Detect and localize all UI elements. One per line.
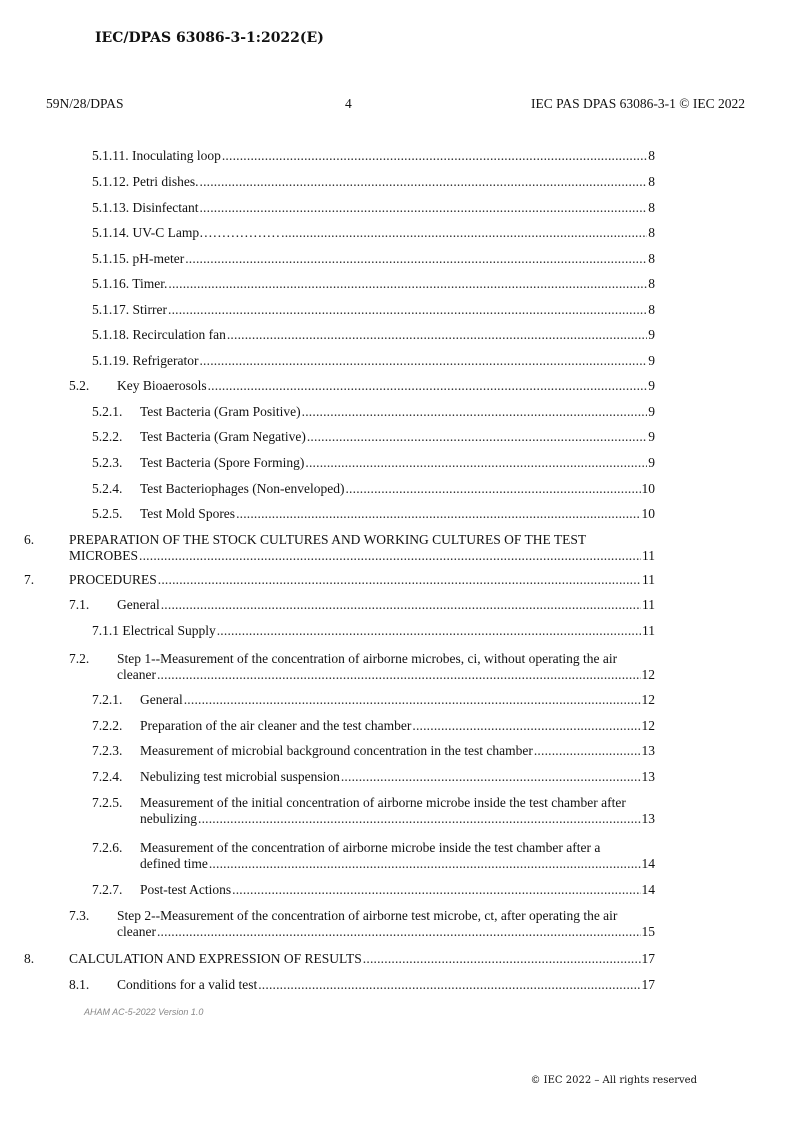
toc-leader-row <box>140 404 655 420</box>
toc-page-number: 12 <box>641 667 655 682</box>
dot-leader <box>258 977 640 993</box>
toc-page-number: 17 <box>641 951 655 966</box>
toc-entry-number: 8. <box>24 951 35 966</box>
toc-page-number: 14 <box>641 856 655 871</box>
dot-leader <box>198 811 641 827</box>
toc-entry-title: 5.1.14. UV-C Lamp……………… <box>92 225 281 240</box>
dot-leader <box>534 743 641 759</box>
toc-entry-title: 5.1.17. Stirrer <box>92 302 167 317</box>
toc-entry-title: Test Bacteria (Gram Positive) <box>140 404 301 419</box>
toc-entry[interactable] <box>0 718 793 735</box>
toc-entry-number: 7.3. <box>69 908 90 923</box>
toc-entry-title: Test Bacteriophages (Non-enveloped) <box>140 481 345 496</box>
toc-entry[interactable] <box>0 455 793 472</box>
toc-entry[interactable] <box>0 795 793 829</box>
toc-leader-row <box>92 353 655 369</box>
toc-entry-number: 7. <box>24 572 35 587</box>
dot-leader <box>184 692 641 708</box>
toc-page-number: 9 <box>648 353 655 368</box>
toc-page-number: 8 <box>648 302 655 317</box>
dot-leader <box>199 200 647 216</box>
toc-entry-title: Post-test Actions <box>140 882 232 897</box>
dot-leader <box>139 548 641 564</box>
toc-page-number: 11 <box>642 623 655 638</box>
toc-leader-row <box>140 811 655 827</box>
dot-leader <box>168 302 647 318</box>
dot-leader <box>208 378 648 394</box>
toc-entry-title: 5.1.18. Recirculation fan <box>92 327 226 342</box>
committee-ref: 59N/28/DPAS <box>46 96 124 111</box>
toc-leader-row <box>92 276 655 292</box>
toc-page-number: 9 <box>648 455 655 470</box>
toc-entry-number: 8.1. <box>69 977 90 992</box>
toc-entry-title: 5.1.13. Disinfectant <box>92 200 199 215</box>
toc-leader-row <box>92 251 655 267</box>
dot-leader <box>209 856 641 872</box>
toc-leader-row <box>117 924 655 940</box>
toc-entry-title: 5.1.16. Timer. <box>92 276 168 291</box>
dot-leader <box>168 276 647 292</box>
toc-page-number: 13 <box>641 769 655 784</box>
toc-entry-number: 5.2.4. <box>92 481 123 496</box>
toc-page-number: 8 <box>648 225 655 240</box>
dot-leader <box>305 455 647 471</box>
toc-entry-number: 6. <box>24 532 35 547</box>
toc-entry-title-cont: cleaner <box>117 667 156 682</box>
toc-page-number: 8 <box>648 276 655 291</box>
toc-page-number: 14 <box>641 882 655 897</box>
toc-entry-title: PREPARATION OF THE STOCK CULTURES AND WORKING CULTURES OF THE TEST <box>69 532 587 547</box>
toc-entry[interactable] <box>0 743 793 760</box>
dot-leader <box>236 506 640 522</box>
dot-leader <box>157 667 641 683</box>
toc-leader-row <box>140 429 655 445</box>
toc-entry-title: Conditions for a valid test <box>117 977 258 992</box>
toc-leader-row <box>117 597 655 613</box>
toc-leader-row <box>69 548 655 564</box>
toc-entry-number: 5.2.3. <box>92 455 123 470</box>
toc-entry[interactable] <box>0 572 793 589</box>
dot-leader <box>302 404 648 420</box>
toc-leader-row <box>92 200 655 216</box>
toc-leader-row <box>92 623 655 639</box>
toc-entry-title: Nebulizing test microbial suspension <box>140 769 340 784</box>
toc-page-number: 8 <box>648 251 655 266</box>
toc-entry[interactable] <box>0 769 793 786</box>
toc-entry-title-cont: MICROBES <box>69 548 139 563</box>
toc-entry[interactable] <box>0 977 793 994</box>
version-note: AHAM AC-5-2022 Version 1.0 <box>84 1007 204 1017</box>
toc-entry-title: PROCEDURES <box>69 572 157 587</box>
toc-page-number: 8 <box>648 148 655 163</box>
toc-entry-title: Test Mold Spores <box>140 506 236 521</box>
toc-page-number: 9 <box>648 327 655 342</box>
toc-entry-number: 5.2.2. <box>92 429 123 444</box>
dot-leader <box>185 251 647 267</box>
toc-entry[interactable] <box>0 597 793 614</box>
toc-leader-row <box>92 225 655 241</box>
toc-entry[interactable] <box>0 302 793 319</box>
toc-entry-number: 7.1. <box>69 597 90 612</box>
toc-entry-title: Measurement of the concentration of airborne microbe inside the test chamber after a <box>140 840 601 855</box>
toc-entry-title: Preparation of the air cleaner and the test chamber <box>140 718 412 733</box>
toc-entry-number: 5.2.5. <box>92 506 123 521</box>
dot-leader <box>345 481 640 497</box>
toc-entry-title: Test Bacteria (Gram Negative) <box>140 429 306 444</box>
toc-page-number: 15 <box>641 924 655 939</box>
toc-entry[interactable] <box>0 251 793 268</box>
toc-entry[interactable] <box>0 882 793 899</box>
toc-page-number: 8 <box>648 200 655 215</box>
toc-leader-row <box>92 174 655 190</box>
toc-entry-number: 7.2. <box>69 651 90 666</box>
dot-leader <box>157 924 641 940</box>
toc-entry-number: 7.2.6. <box>92 840 123 855</box>
standard-ref: IEC PAS DPAS 63086-3-1 © IEC 2022 <box>530 96 745 111</box>
toc-entry[interactable] <box>0 148 793 165</box>
toc-entry[interactable] <box>0 225 793 242</box>
toc-entry[interactable] <box>0 200 793 217</box>
toc-entry[interactable] <box>0 327 793 344</box>
toc-entry[interactable] <box>0 692 793 709</box>
toc-entry-title: General <box>117 597 160 612</box>
dot-leader <box>222 148 647 164</box>
dot-leader <box>199 353 647 369</box>
toc-entry-number: 5.2.1. <box>92 404 123 419</box>
toc-page-number: 9 <box>648 404 655 419</box>
toc-entry-number: 7.2.4. <box>92 769 123 784</box>
toc-page-number: 9 <box>648 378 655 393</box>
toc-entry[interactable] <box>0 908 793 942</box>
toc-leader-row <box>92 302 655 318</box>
toc-entry-number: 7.2.3. <box>92 743 123 758</box>
toc-leader-row <box>92 148 655 164</box>
toc-entry[interactable] <box>0 276 793 293</box>
toc-leader-row <box>92 327 655 343</box>
document-id: IEC/DPAS 63086-3-1:2022(E) <box>95 30 324 46</box>
toc-entry-title: 5.1.15. pH-meter <box>92 251 185 266</box>
dot-leader <box>281 225 647 241</box>
toc-entry-title: Key Bioaerosols <box>117 378 207 393</box>
toc-leader-row <box>140 882 655 898</box>
toc-entry[interactable] <box>0 651 793 685</box>
toc-leader-row <box>140 718 655 734</box>
toc-leader-row <box>140 769 655 785</box>
toc-entry[interactable] <box>0 532 793 566</box>
toc-entry-title: 5.1.11. Inoculating loop <box>92 148 221 163</box>
toc-entry[interactable] <box>0 353 793 370</box>
dot-leader <box>158 572 641 588</box>
toc-entry[interactable] <box>0 174 793 191</box>
dot-leader <box>227 327 647 343</box>
toc-entry[interactable] <box>0 951 793 968</box>
toc-page-number: 17 <box>641 977 655 992</box>
dot-leader <box>200 174 648 190</box>
toc-entry[interactable] <box>0 404 793 421</box>
toc-entry-title: 5.1.19. Refrigerator <box>92 353 199 368</box>
toc-entry-title: General <box>140 692 183 707</box>
toc-entry[interactable] <box>0 623 793 640</box>
toc-entry[interactable] <box>0 840 793 874</box>
toc-leader-row <box>117 667 655 683</box>
toc-page-number: 12 <box>641 692 655 707</box>
dot-leader <box>232 882 640 898</box>
toc-leader-row <box>140 743 655 759</box>
toc-page-number: 12 <box>641 718 655 733</box>
toc-entry-title: Step 1--Measurement of the concentration of airborne microbes, ci, without operating the air <box>117 651 618 666</box>
toc-page-number: 11 <box>642 572 655 587</box>
dot-leader <box>363 951 641 967</box>
toc-entry[interactable] <box>0 506 793 523</box>
toc-entry[interactable] <box>0 481 793 498</box>
toc-entry-title: CALCULATION AND EXPRESSION OF RESULTS <box>69 951 362 966</box>
toc-page-number: 9 <box>648 429 655 444</box>
toc-page-number: 13 <box>641 811 655 826</box>
dot-leader <box>412 718 640 734</box>
toc-entry-number: 7.2.1. <box>92 692 123 707</box>
toc-page-number: 10 <box>641 506 655 521</box>
toc-entry-title-cont: cleaner <box>117 924 156 939</box>
toc-page-number: 11 <box>642 548 655 563</box>
dot-leader <box>217 623 641 639</box>
toc-entry-title-cont: nebulizing <box>140 811 197 826</box>
toc-entry-title-cont: defined time <box>140 856 208 871</box>
toc-entry-title: Step 2--Measurement of the concentration of airborne test microbe, ct, after operating the air <box>117 908 618 923</box>
toc-entry-title: 7.1.1 Electrical Supply <box>92 623 216 638</box>
toc-entry-title: Test Bacteria (Spore Forming) <box>140 455 305 470</box>
toc-entry[interactable] <box>0 429 793 446</box>
toc-entry-title: Measurement of microbial background concentration in the test chamber <box>140 743 533 758</box>
toc-leader-row <box>69 951 655 967</box>
toc-entry[interactable] <box>0 378 793 395</box>
toc-leader-row <box>117 977 655 993</box>
toc-page-number: 10 <box>641 481 655 496</box>
dot-leader <box>307 429 647 445</box>
copyright-notice: © IEC 2022 – All rights reserved <box>530 1075 697 1086</box>
dot-leader <box>341 769 641 785</box>
toc-entry-number: 7.2.5. <box>92 795 123 810</box>
toc-leader-row <box>140 455 655 471</box>
dot-leader <box>161 597 641 613</box>
toc-entry-title: 5.1.12. Petri dishes. <box>92 174 199 189</box>
toc-leader-row <box>69 572 655 588</box>
toc-leader-row <box>140 856 655 872</box>
toc-entry-number: 5.2. <box>69 378 90 393</box>
toc-leader-row <box>140 481 655 497</box>
toc-leader-row <box>140 692 655 708</box>
toc-entry-title: Measurement of the initial concentration of airborne microbe inside the test chamber after <box>140 795 626 810</box>
toc-page-number: 13 <box>641 743 655 758</box>
toc-page-number: 8 <box>648 174 655 189</box>
toc-entry-number: 7.2.7. <box>92 882 123 897</box>
toc-page-number: 11 <box>642 597 655 612</box>
toc-entry-number: 7.2.2. <box>92 718 123 733</box>
toc-leader-row <box>117 378 655 394</box>
page-number: 4 <box>345 96 352 111</box>
toc-leader-row <box>140 506 655 522</box>
